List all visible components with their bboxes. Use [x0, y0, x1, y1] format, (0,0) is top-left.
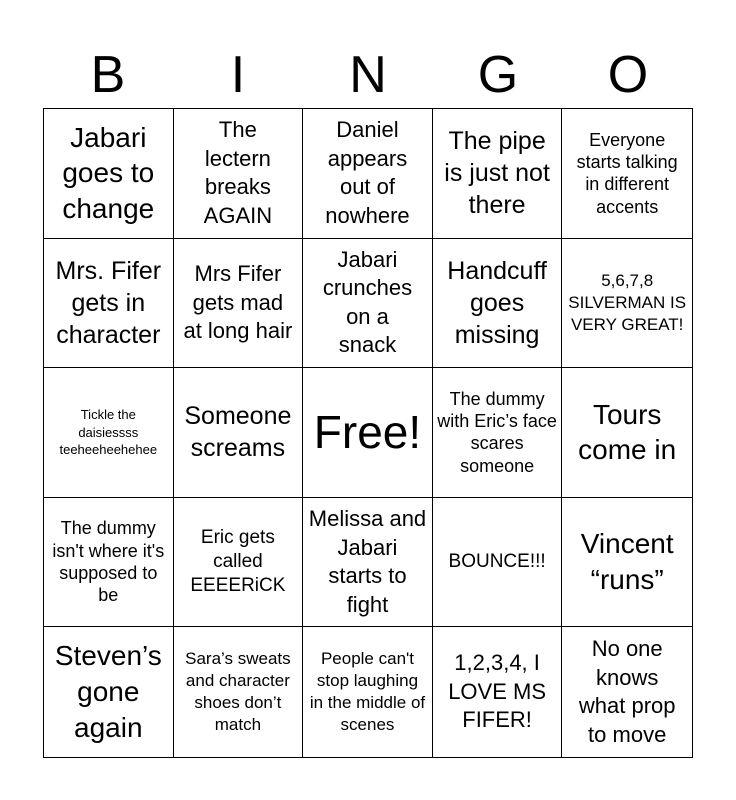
bingo-cell[interactable]	[303, 109, 433, 239]
cell-text: Jabari crunches on a snack	[322, 246, 413, 358]
bingo-cell[interactable]	[433, 109, 563, 239]
bingo-cell[interactable]	[44, 109, 174, 239]
cell-text: Mrs. Fifer gets in character	[55, 256, 162, 349]
header-letter-i: I	[230, 46, 246, 104]
cell-text: Eric gets called EEEERiCK	[190, 526, 286, 597]
bingo-cell[interactable]	[303, 498, 433, 628]
cell-text: Sara’s sweats and character shoes don’t match	[185, 649, 291, 735]
header-letter-n: N	[349, 46, 387, 104]
cell-text: 5,6,7,8 SILVERMAN IS VERY GREAT!	[568, 270, 687, 334]
bingo-header	[43, 42, 693, 108]
cell-text: BOUNCE!!!	[448, 550, 546, 572]
bingo-board	[43, 108, 693, 758]
cell-text: Everyone starts talking in different accents	[576, 129, 678, 217]
bingo-cell[interactable]	[562, 109, 692, 239]
bingo-cell[interactable]	[44, 239, 174, 369]
cell-text: No one knows what prop to move	[578, 636, 676, 747]
cell-text: The dummy isn't where it's supposed to be	[52, 518, 165, 606]
cell-text: 1,2,3,4, I LOVE MS FIFER!	[448, 650, 546, 733]
bingo-cell[interactable]	[174, 109, 304, 239]
bingo-cell[interactable]	[44, 498, 174, 628]
cell-text: People can't stop laughing in the middle of scenes	[309, 649, 426, 735]
bingo-cell[interactable]	[303, 627, 433, 757]
cell-text: Tickle the daisiessss teeheeheehehee	[59, 407, 158, 458]
cell-text: Melissa and Jabari starts to fight	[308, 505, 427, 617]
bingo-cell[interactable]	[562, 368, 692, 498]
bingo-cell[interactable]	[562, 239, 692, 369]
free-space[interactable]	[303, 368, 433, 498]
bingo-cell[interactable]	[174, 368, 304, 498]
header-letter-o: O	[607, 46, 649, 104]
bingo-cell[interactable]	[433, 239, 563, 369]
cell-text: Free!	[313, 406, 422, 459]
bingo-cell[interactable]	[562, 627, 692, 757]
cell-text: Tours come in	[578, 398, 677, 466]
bingo-cell[interactable]	[174, 498, 304, 628]
bingo-cell[interactable]	[433, 627, 563, 757]
cell-text: The lectern breaks AGAIN	[203, 117, 273, 228]
cell-text: Handcuff goes missing	[447, 256, 547, 349]
cell-text: Someone screams	[184, 402, 292, 463]
header-letter-g: G	[477, 46, 519, 104]
cell-text: Jabari goes to change	[62, 121, 155, 225]
bingo-cell[interactable]	[44, 368, 174, 498]
bingo-cell[interactable]	[433, 498, 563, 628]
bingo-cell[interactable]	[433, 368, 563, 498]
bingo-cell[interactable]	[303, 239, 433, 369]
bingo-cell[interactable]	[562, 498, 692, 628]
cell-text: Daniel appears out of nowhere	[325, 117, 410, 228]
cell-text: The pipe is just not there	[444, 127, 550, 220]
bingo-cell[interactable]	[174, 627, 304, 757]
cell-text: The dummy with Eric’s face scares someone	[437, 388, 557, 476]
cell-text: Mrs Fifer gets mad at long hair	[183, 261, 293, 344]
header-letter-b: B	[90, 46, 126, 104]
cell-text: Vincent “runs”	[580, 528, 674, 596]
bingo-cell[interactable]	[44, 627, 174, 757]
cell-text: Steven’s gone again	[54, 640, 162, 744]
bingo-cell[interactable]	[174, 239, 304, 369]
